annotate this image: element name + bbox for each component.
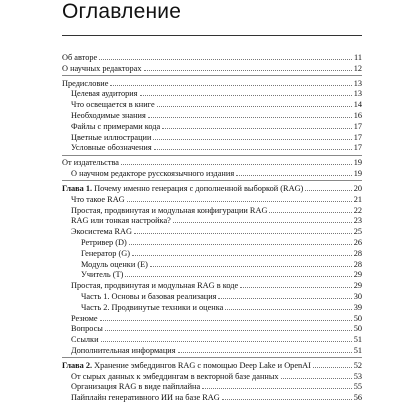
leader-dots bbox=[150, 259, 352, 267]
toc-entry-page-number: 28 bbox=[353, 248, 362, 258]
toc-entry-page-number: 11 bbox=[354, 53, 362, 62]
toc-entry-label: Вопросы bbox=[71, 324, 103, 334]
leader-dots bbox=[202, 381, 352, 389]
toc-entry-label: Часть 2. Продвинутые техники и оценка bbox=[81, 302, 224, 312]
toc-entry[interactable] bbox=[62, 345, 362, 356]
toc-entry-label: Глава 2. Хранение эмбеддингов RAG с помощью Deep Lake и OpenAI bbox=[62, 360, 311, 370]
toc-entry-label: Генератор (G) bbox=[81, 248, 130, 258]
toc-entry-page-number: 53 bbox=[353, 371, 362, 381]
title-rule bbox=[62, 35, 362, 36]
toc-entry-page-number: 20 bbox=[353, 184, 362, 194]
toc-entry-page-number: 19 bbox=[353, 158, 362, 168]
leader-dots bbox=[154, 142, 352, 150]
toc-entry[interactable] bbox=[62, 237, 362, 248]
toc-entry-label: Предисловие bbox=[62, 78, 109, 88]
page-title: Оглавление bbox=[62, 0, 182, 23]
toc-entry[interactable] bbox=[62, 52, 362, 63]
toc-entry-page-number: 29 bbox=[353, 281, 362, 291]
leader-dots bbox=[162, 121, 351, 129]
section-divider bbox=[62, 180, 362, 181]
toc-entry[interactable] bbox=[62, 269, 362, 280]
toc-entry-label: Целевая аудитория bbox=[71, 89, 138, 99]
toc-entry[interactable] bbox=[62, 88, 362, 99]
leader-dots bbox=[218, 291, 351, 299]
toc-entry-label: От издательства bbox=[62, 158, 119, 168]
table-of-contents bbox=[62, 52, 362, 403]
leader-dots bbox=[110, 78, 351, 86]
toc-entry-page-number: 21 bbox=[353, 194, 362, 204]
toc-entry-label: Простая, продвинутая и модульная RAG в коде bbox=[71, 281, 239, 291]
toc-entry[interactable] bbox=[62, 371, 362, 382]
toc-entry[interactable] bbox=[62, 259, 362, 270]
toc-entry[interactable] bbox=[62, 99, 362, 110]
leader-dots bbox=[121, 157, 352, 165]
toc-entry-label: Резюме bbox=[71, 313, 98, 323]
toc-entry-page-number: 17 bbox=[353, 132, 362, 142]
toc-entry[interactable] bbox=[62, 121, 362, 132]
leader-dots bbox=[134, 226, 352, 234]
leader-dots bbox=[99, 52, 352, 60]
toc-entry-page-number: 29 bbox=[353, 270, 362, 280]
toc-entry-page-number: 16 bbox=[353, 111, 362, 121]
toc-entry-page-number: 50 bbox=[353, 313, 362, 323]
toc-entry[interactable] bbox=[62, 360, 362, 371]
toc-entry[interactable] bbox=[62, 302, 362, 313]
toc-entry-label: Цветные иллюстрации bbox=[71, 132, 152, 142]
leader-dots bbox=[173, 215, 352, 223]
toc-entry-page-number: 13 bbox=[353, 89, 362, 99]
toc-entry-page-number: 17 bbox=[353, 143, 362, 153]
toc-entry-page-number: 23 bbox=[353, 216, 362, 226]
leader-dots bbox=[305, 183, 351, 191]
leader-dots bbox=[222, 392, 352, 400]
toc-entry[interactable] bbox=[62, 215, 362, 226]
leader-dots bbox=[269, 205, 351, 213]
toc-entry-label: Ссылки bbox=[71, 335, 99, 345]
leader-dots bbox=[240, 280, 352, 288]
toc-entry-page-number: 50 bbox=[353, 324, 362, 334]
toc-entry-label: Организация RAG в виде пайплайна bbox=[71, 382, 201, 392]
toc-entry-label: Об авторе bbox=[62, 53, 98, 62]
toc-entry-page-number: 55 bbox=[353, 382, 362, 392]
toc-entry[interactable] bbox=[62, 291, 362, 302]
toc-entry-label: Глава 1. Почему именно генерация с дополненной выборкой (RAG) bbox=[62, 184, 304, 194]
toc-entry-page-number: 25 bbox=[353, 227, 362, 237]
toc-entry-page-number: 19 bbox=[353, 169, 362, 179]
toc-entry[interactable] bbox=[62, 142, 362, 153]
toc-entry-label: Файлы с примерами кода bbox=[71, 121, 161, 131]
leader-dots bbox=[144, 63, 352, 71]
section-divider bbox=[62, 75, 362, 76]
toc-entry-page-number: 39 bbox=[353, 302, 362, 312]
leader-dots bbox=[281, 371, 352, 379]
leader-dots bbox=[153, 132, 351, 140]
toc-entry-page-number: 22 bbox=[353, 205, 362, 215]
toc-entry[interactable] bbox=[62, 183, 362, 194]
toc-entry[interactable] bbox=[62, 110, 362, 121]
toc-entry-label: Модуль оценки (E) bbox=[81, 259, 148, 269]
toc-entry-page-number: 51 bbox=[353, 346, 362, 355]
leader-dots bbox=[132, 248, 352, 256]
toc-entry-page-number: 51 bbox=[353, 335, 362, 345]
toc-entry-page-number: 30 bbox=[353, 292, 362, 302]
toc-entry-page-number: 13 bbox=[353, 78, 362, 88]
toc-entry[interactable] bbox=[62, 194, 362, 205]
leader-dots bbox=[225, 302, 351, 310]
leader-dots bbox=[100, 313, 352, 321]
toc-entry[interactable] bbox=[62, 313, 362, 324]
toc-entry-page-number: 56 bbox=[353, 393, 362, 403]
toc-entry-label: О научном редакторе русскоязычного издания bbox=[71, 169, 235, 179]
leader-dots bbox=[148, 110, 352, 118]
leader-dots bbox=[236, 168, 352, 176]
leader-dots bbox=[157, 99, 352, 107]
toc-entry-page-number: 12 bbox=[353, 63, 362, 73]
toc-entry-label: Учитель (T) bbox=[81, 270, 124, 280]
leader-dots bbox=[125, 269, 351, 277]
leader-dots bbox=[127, 194, 352, 202]
toc-entry-label: Ретривер (D) bbox=[81, 238, 127, 248]
toc-entry-page-number: 52 bbox=[353, 360, 362, 370]
leader-dots bbox=[101, 334, 352, 342]
toc-entry[interactable] bbox=[62, 323, 362, 334]
toc-entry-page-number: 28 bbox=[353, 259, 362, 269]
section-divider bbox=[62, 155, 362, 156]
toc-entry-label: Что такое RAG bbox=[71, 194, 125, 204]
toc-entry-label: Необходимые знания bbox=[71, 111, 146, 121]
toc-entry-page-number: 17 bbox=[353, 121, 362, 131]
toc-entry-label: Простая, продвинутая и модульная конфигурации RAG bbox=[71, 205, 268, 215]
leader-dots bbox=[129, 237, 352, 245]
toc-entry[interactable] bbox=[62, 381, 362, 392]
toc-entry[interactable] bbox=[62, 63, 362, 74]
toc-entry[interactable] bbox=[62, 392, 362, 403]
toc-entry[interactable] bbox=[62, 248, 362, 259]
toc-entry-label: О научных редакторах bbox=[62, 63, 142, 73]
toc-entry[interactable] bbox=[62, 78, 362, 89]
toc-entry-label: Часть 1. Основы и базовая реализация bbox=[81, 292, 217, 302]
toc-entry-label: RAG или тонкая настройка? bbox=[71, 216, 171, 226]
toc-entry-label: Условные обозначения bbox=[71, 143, 152, 153]
toc-entry[interactable] bbox=[62, 280, 362, 291]
toc-entry[interactable] bbox=[62, 334, 362, 345]
leader-dots bbox=[105, 323, 352, 331]
section-divider bbox=[62, 357, 362, 358]
toc-entry-label: Пайплайн генеративного ИИ на базе RAG bbox=[71, 393, 220, 403]
toc-entry-label: От сырых данных к эмбеддингам в векторной базе данных bbox=[71, 371, 279, 381]
leader-dots bbox=[178, 345, 352, 353]
toc-entry[interactable] bbox=[62, 205, 362, 216]
toc-entry-page-number: 26 bbox=[353, 238, 362, 248]
toc-entry-label: Экосистема RAG bbox=[71, 227, 133, 237]
toc-entry-label: Что освещается в книге bbox=[71, 100, 155, 110]
toc-entry-page-number: 14 bbox=[353, 100, 362, 110]
toc-entry-label: Дополнительная информация bbox=[71, 346, 176, 355]
toc-entry[interactable] bbox=[62, 157, 362, 168]
toc-entry[interactable] bbox=[62, 132, 362, 143]
toc-entry[interactable] bbox=[62, 168, 362, 179]
toc-entry[interactable] bbox=[62, 226, 362, 237]
leader-dots bbox=[140, 88, 352, 96]
leader-dots bbox=[313, 360, 352, 368]
